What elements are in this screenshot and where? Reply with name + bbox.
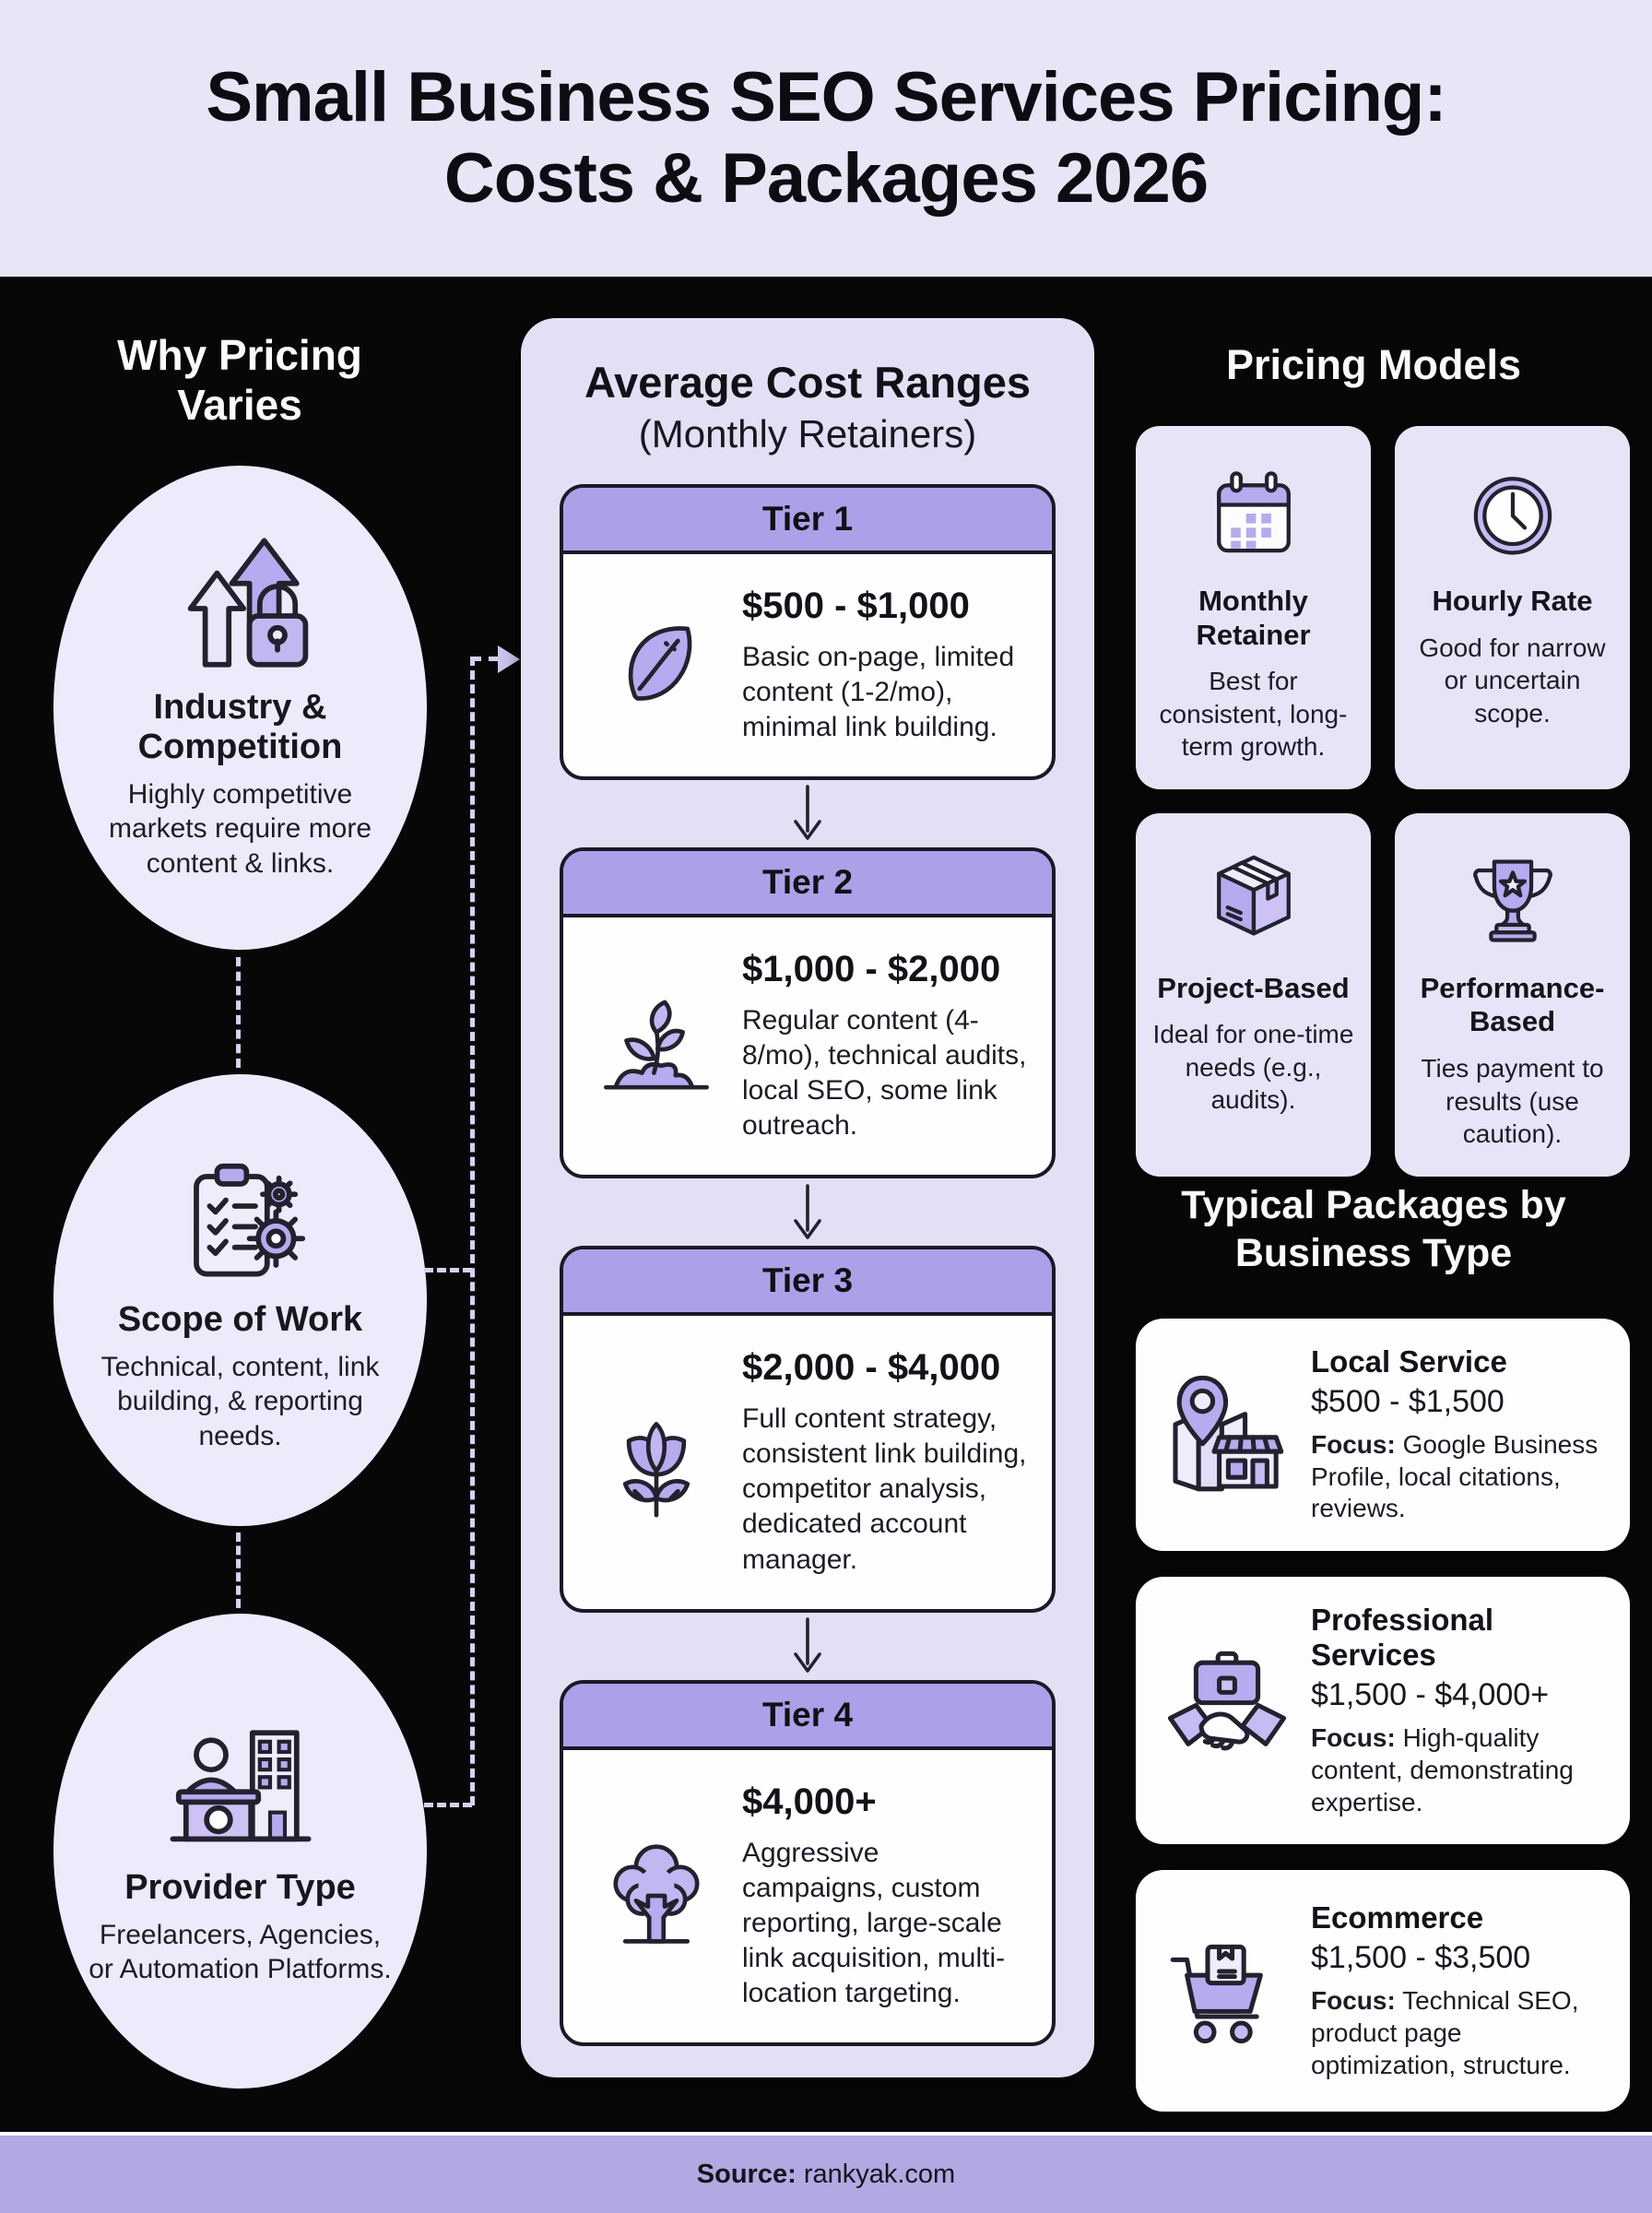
pricing-models-grid <box>1136 426 1630 1177</box>
model-title: Monthly Retainer <box>1196 585 1311 651</box>
provider-desk-building-icon <box>153 1715 328 1863</box>
tree-icon <box>587 1836 726 1956</box>
factor-desc: Highly competitive markets require more content & links. <box>108 778 372 879</box>
model-title: Project-Based <box>1157 971 1350 1004</box>
shopping-cart-icon <box>1158 1926 1296 2055</box>
leaf-icon <box>587 605 726 725</box>
connector-main-vertical <box>470 657 475 1805</box>
calendar-icon <box>1194 459 1314 568</box>
infographic-header <box>0 0 1652 277</box>
connector-factor2-factor3 <box>236 1533 241 1608</box>
model-desc: Best for consistent, long-term growth. <box>1159 667 1348 762</box>
model-desc: Good for narrow or uncertain scope. <box>1419 633 1606 728</box>
connector-stub-provider <box>424 1803 472 1807</box>
sprout-icon <box>587 987 726 1106</box>
tier-list <box>560 484 1056 2046</box>
page-title-line1: Small Business SEO Services Pricing: <box>206 57 1446 136</box>
package-title: Ecommerce <box>1311 1900 1484 1935</box>
model-title: Performance-Based <box>1420 971 1605 1038</box>
factor-title: Scope of Work <box>117 1299 363 1339</box>
factor-industry-competition <box>53 466 427 950</box>
model-desc: Ties payment to results (use caution). <box>1421 1053 1604 1149</box>
business-type-cards <box>1136 1319 1630 2112</box>
factor-provider-type <box>53 1614 427 2089</box>
average-cost-ranges-panel <box>521 318 1094 2077</box>
factor-desc: Technical, content, link building, & reporting needs. <box>100 1351 380 1451</box>
tier-1-header: Tier 1 <box>563 488 1052 554</box>
tier-card-4 <box>560 1680 1056 2046</box>
package-price: $1,500 - $4,000+ <box>1311 1677 1550 1713</box>
pricing-models-title: Pricing Models <box>1225 341 1522 388</box>
cost-ranges-subtitle: (Monthly Retainers) <box>638 411 977 456</box>
tier-1-price: $500 - $1,000 <box>742 585 970 626</box>
package-box-icon <box>1194 846 1314 955</box>
cost-ranges-title: Average Cost Ranges <box>584 358 1032 407</box>
tier-card-2 <box>560 847 1056 1178</box>
connector-factor1-factor2 <box>236 957 241 1068</box>
package-title: Professional Services <box>1311 1603 1494 1673</box>
package-card-local-service <box>1136 1319 1630 1551</box>
factor-desc: Freelancers, Agencies, or Automation Platforms. <box>88 1919 392 1985</box>
connector-stub-to-tiers <box>472 657 498 661</box>
tier-4-desc: Aggressive campaigns, custom reporting, large-scale link acquisition, multi-location targeting. <box>742 1837 1006 2008</box>
source-label: Source: <box>696 2159 796 2189</box>
tier-card-3 <box>560 1246 1056 1612</box>
package-focus: Focus: Google Business Profile, local citations, reviews. <box>1311 1430 1599 1523</box>
factor-title: Provider Type <box>124 1868 356 1908</box>
flower-icon <box>587 1402 726 1522</box>
factor-title: Industry & Competition <box>137 687 343 767</box>
package-title: Local Service <box>1311 1344 1507 1379</box>
tier-card-1 <box>560 484 1056 780</box>
model-card-performance-based <box>1395 813 1630 1177</box>
connector-arrowhead-icon <box>498 645 520 673</box>
map-pin-storefront-icon <box>1158 1370 1296 1499</box>
page-title-line2: Costs & Packages 2026 <box>443 139 1209 218</box>
trophy-icon <box>1453 846 1573 955</box>
clock-icon <box>1453 459 1573 568</box>
package-card-professional-services <box>1136 1577 1630 1844</box>
source-value: rankyak.com <box>803 2159 956 2189</box>
tier-4-header: Tier 4 <box>563 1684 1052 1750</box>
model-card-monthly-retainer <box>1136 426 1371 789</box>
down-arrow-icon <box>560 1613 1056 1680</box>
typical-packages-title: Typical Packages by Business Type <box>1181 1183 1566 1275</box>
tier-2-desc: Regular content (4-8/mo), technical audits, local SEO, some link outreach. <box>742 1004 1027 1142</box>
connector-stub-scope <box>424 1268 472 1272</box>
package-focus: Focus: High-quality content, demonstrating expertise. <box>1311 1723 1574 1817</box>
clipboard-gears-icon <box>153 1147 328 1295</box>
model-desc: Ideal for one-time needs (e.g., audits). <box>1152 1020 1354 1115</box>
source-footer <box>0 2132 1652 2213</box>
down-arrow-icon <box>560 780 1056 847</box>
model-card-project-based <box>1136 813 1371 1177</box>
model-title: Hourly Rate <box>1432 585 1593 617</box>
briefcase-handshake-icon <box>1158 1646 1296 1775</box>
tier-2-price: $1,000 - $2,000 <box>742 948 1001 989</box>
model-card-hourly-rate <box>1395 426 1630 789</box>
package-focus: Focus: Technical SEO, product page optimization, structure. <box>1311 1986 1579 2079</box>
why-pricing-varies-title: Why Pricing Varies <box>117 331 362 430</box>
tier-3-desc: Full content strategy, consistent link building, competitor analysis, dedicated account manager. <box>742 1403 1027 1575</box>
tier-2-header: Tier 2 <box>563 851 1052 917</box>
up-arrows-lock-icon <box>153 535 328 682</box>
tier-3-price: $2,000 - $4,000 <box>742 1347 1001 1389</box>
package-price: $500 - $1,500 <box>1311 1384 1504 1419</box>
tier-3-header: Tier 3 <box>563 1249 1052 1316</box>
package-card-ecommerce <box>1136 1870 1630 2112</box>
down-arrow-icon <box>560 1178 1056 1246</box>
tier-1-desc: Basic on-page, limited content (1-2/mo), minimal link building. <box>742 641 1015 742</box>
factor-scope-of-work <box>53 1074 427 1526</box>
package-price: $1,500 - $3,500 <box>1311 1940 1531 1976</box>
tier-4-price: $4,000+ <box>742 1781 877 1822</box>
